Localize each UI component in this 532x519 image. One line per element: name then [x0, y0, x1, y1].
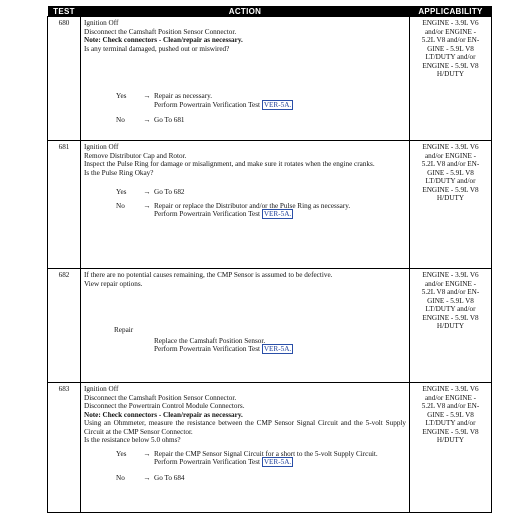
yes-instruction: Repair the CMP Sensor Signal Circuit for a short to the 5-volt Supply Circuit.	[154, 449, 378, 458]
verification-text: Perform Powertrain Verification Test	[154, 210, 261, 218]
ver-5a-link[interactable]: VER-5A.	[263, 345, 292, 353]
action-step: Disconnect the Camshaft Position Sensor Connector.	[84, 393, 237, 402]
test-number: 682	[48, 269, 81, 383]
no-response	[116, 474, 406, 483]
action-cell	[81, 383, 410, 513]
action-question: Is the resistance below 5.0 ohms?	[84, 436, 181, 444]
ver-5a-link[interactable]: VER-5A.	[263, 100, 292, 109]
yes-label: Yes	[116, 449, 127, 458]
table-row-test-680	[48, 17, 492, 141]
table-row-test-682	[48, 269, 492, 383]
ver-5a-link[interactable]: VER-5A.	[263, 210, 292, 218]
applicability-cell: ENGINE - 3.9L V6 and/or ENGINE - 5.2L V8 and/or EN- GINE - 5.9L V8 LT/DUTY and/or ENGINE - 5.9L V8 H/DUTY	[410, 269, 492, 383]
action-step: Ignition Off	[84, 143, 119, 151]
action-step: View repair options.	[84, 279, 143, 288]
applicability-cell: ENGINE - 3.9L V6 and/or ENGINE - 5.2L V8 and/or EN- GINE - 5.9L V8 LT/DUTY and/or ENGINE - 5.9L V8 H/DUTY	[410, 383, 492, 513]
action-step: Disconnect the Camshaft Position Sensor Connector.	[84, 27, 237, 36]
goto-681-link[interactable]: Go To 681	[154, 116, 185, 124]
yes-response	[116, 92, 406, 109]
goto-682-link[interactable]: Go To 682	[154, 188, 185, 196]
yes-instruction: Repair as necessary.	[154, 92, 213, 100]
action-cell	[81, 269, 410, 383]
arrow-icon: →	[143, 188, 151, 196]
action-step: If there are no potential causes remaining, the CMP Sensor is assumed to be defective.	[84, 271, 333, 279]
header-test: TEST	[48, 6, 81, 17]
action-note: Note: Check connectors - Clean/repair as necessary.	[84, 36, 243, 44]
header-action: ACTION	[81, 6, 410, 17]
no-label: No	[116, 116, 125, 124]
table-row-test-681	[48, 141, 492, 269]
repair-label: Repair	[114, 326, 134, 334]
verification-text: Perform Powertrain Verification Test	[154, 345, 261, 353]
action-step: Ignition Off	[84, 385, 119, 393]
table-header-row	[48, 6, 492, 17]
applicability-cell: ENGINE - 3.9L V6 and/or ENGINE - 5.2L V8 and/or EN- GINE - 5.9L V8 LT/DUTY and/or ENGINE - 5.9L V8 H/DUTY	[410, 17, 492, 141]
verification-text: Perform Powertrain Verification Test	[154, 458, 261, 466]
test-number: 683	[48, 383, 81, 513]
verification-text: Perform Powertrain Verification Test	[154, 100, 261, 109]
action-step: Remove Distributor Cap and Rotor.	[84, 151, 187, 160]
yes-label: Yes	[116, 188, 127, 196]
action-note: Note: Check connectors - Clean/repair as necessary.	[84, 410, 243, 419]
no-response	[116, 116, 406, 125]
no-instruction: Repair or replace the Distributor and/or the Pulse Ring as necessary.	[154, 201, 351, 210]
action-step: Disconnect the Powertrain Control Module Connectors.	[84, 402, 245, 410]
test-number: 681	[48, 141, 81, 269]
header-applicability: APPLICABILITY	[410, 6, 492, 17]
arrow-icon: →	[143, 449, 151, 458]
procedure-table	[47, 6, 492, 513]
yes-label: Yes	[116, 92, 127, 100]
applicability-cell: ENGINE - 3.9L V6 and/or ENGINE - 5.2L V8 and/or EN- GINE - 5.9L V8 LT/DUTY and/or ENGINE - 5.9L V8 H/DUTY	[410, 141, 492, 269]
no-label: No	[116, 201, 125, 210]
no-label: No	[116, 473, 125, 482]
ver-5a-link[interactable]: VER-5A.	[263, 458, 292, 466]
action-step: Inspect the Pulse Ring for damage or misalignment, and make sure it rotates when the engine cranks.	[84, 160, 375, 168]
no-response	[116, 202, 406, 219]
action-question: Is the Pulse Ring Okay?	[84, 168, 154, 177]
arrow-icon: →	[143, 92, 151, 100]
action-question: Is any terminal damaged, pushed out or miswired?	[84, 44, 230, 53]
action-step: Ignition Off	[84, 19, 119, 27]
yes-response	[116, 188, 406, 197]
repair-instruction: Replace the Camshaft Position Sensor.	[154, 336, 266, 345]
test-number: 680	[48, 17, 81, 141]
arrow-icon: →	[143, 201, 151, 210]
action-step: Using an Ohmmeter, measure the resistance between the CMP Sensor Signal Circuit and the 5-volt Supply Circuit at the CMP Sensor Connector.	[84, 419, 406, 436]
goto-684-link[interactable]: Go To 684	[154, 473, 185, 482]
action-cell	[81, 17, 410, 141]
yes-response	[116, 450, 406, 467]
arrow-icon: →	[143, 116, 151, 124]
table-row-test-683	[48, 383, 492, 513]
diagnostic-procedure-page	[47, 6, 491, 514]
arrow-icon: →	[143, 473, 151, 482]
action-cell	[81, 141, 410, 269]
